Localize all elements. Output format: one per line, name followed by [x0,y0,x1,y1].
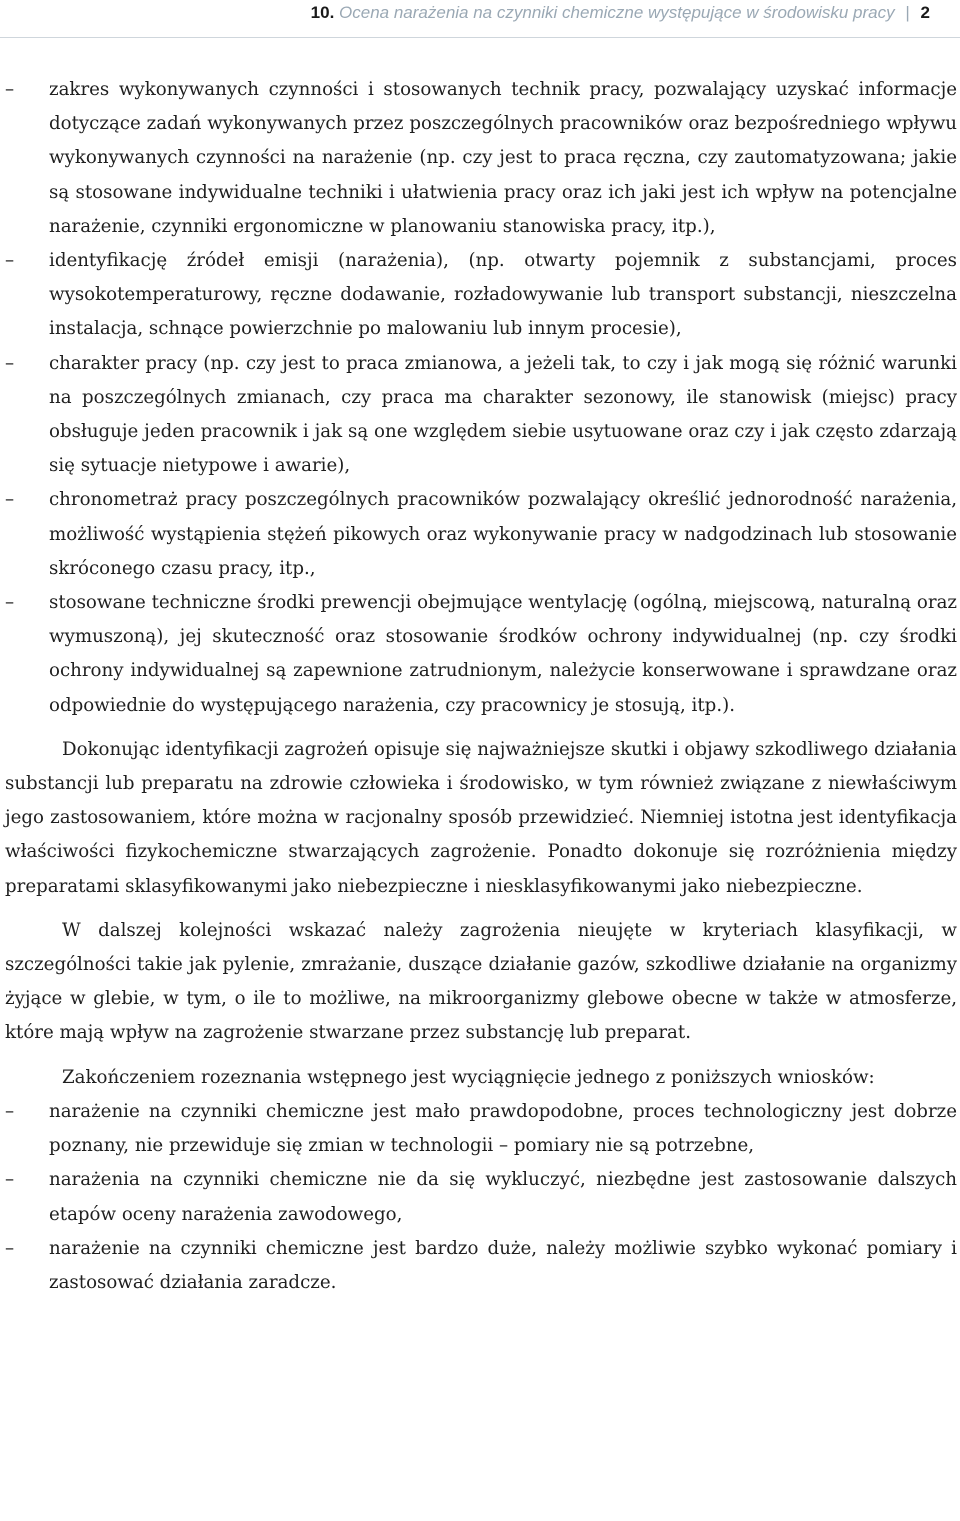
list-item-text: identyfikację źródeł emisji (narażenia), (np. otwarty pojemnik z substancjami, proces wysokotemperaturowy, ręczne dodawanie, rozładowywanie lub transport substancji, nieszczelna instalacja, schnące powierzchnie po malowaniu lub innym procesie), [49,250,957,340]
list-item-text: stosowane techniczne środki prewencji obejmujące wentylację (ogólną, miejscową, naturalną oraz wymuszoną), jej skuteczność oraz stosowanie środków ochrony indywidualnej (np. czy środki ochrony indywidualnej są zapewnione zatrudnionym, należycie konserwowane i sprawdzane oraz odpowiednie do występującego narażenia, czy pracownicy je stosują, itp.). [49,592,957,716]
dash-bullet: – [5,489,15,511]
running-header [0,0,960,38]
bullet-list-top [5,73,957,723]
paragraph: Dokonując identyfikacji zagrożeń opisuje się najważniejsze skutki i objawy szkodliwego działania substancji lub preparatu na zdrowie człowieka i środowisko, w tym również związane z niewłaściwym jego zastosowaniem, które można w racjonalny sposób przewidzieć. Niemniej istotna jest identyfikacja właściwości fizykochemiczne stwarzających zagrożenie. Ponadto dokonuje się rozróżnienia między preparatami sklasyfikowanymi jako niebezpieczne i niesklasyfikowanymi jako niebezpieczne. [5,738,957,897]
body-text [5,73,957,1300]
dash-bullet: – [5,1237,15,1259]
dash-bullet: – [5,1169,15,1191]
header-text [311,0,930,26]
bullet-list-bottom [5,1095,957,1300]
list-item-text: chronometraż pracy poszczególnych pracowników pozwalający określić jednorodność narażenia, możliwość wystąpienia stężeń pikowych oraz wykonywanie pracy w nadgodzinach lub stosowanie skróconego czasu pracy, itp., [49,489,957,579]
header-rule [0,37,960,38]
dash-bullet: – [5,352,15,374]
dash-bullet: – [5,79,15,100]
dash-bullet: – [5,250,15,272]
paragraph: Zakończeniem rozeznania wstępnego jest wyciągnięcie jednego z poniższych wniosków: [62,1066,875,1088]
list-item-text: narażenie na czynniki chemiczne jest bardzo duże, należy możliwie szybko wykonać pomiary i zastosować działania zaradcze. [49,1237,957,1293]
list-item [5,244,957,347]
list-item [5,483,957,586]
list-item-text: narażenia na czynniki chemiczne nie da się wykluczyć, niezbędne jest zastosowanie dalszych etapów oceny narażenia zawodowego, [49,1169,957,1225]
list-item [5,1163,957,1231]
page-number: 2 [920,3,930,22]
dash-bullet: – [5,592,15,614]
header-separator: | [905,3,910,22]
chapter-number: 10. [310,3,335,22]
list-item [5,1232,957,1300]
list-item-text: zakres wykonywanych czynności i stosowanych technik pracy, pozwalający uzyskać informacje dotyczące zadań wykonywanych przez poszczególnych pracowników oraz bezpośredniego wpływu wykonywanych czynności na narażenie (np. czy jest to praca ręczna, czy zautomatyzowana; jakie są stosowane indywidualne techniki i ułatwienia pracy oraz ich jaki jest ich wpływ na potencjalne narażenie, czynniki ergonomiczne w planowaniu stanowiska pracy, itp.), [49,79,957,237]
list-item-text: charakter pracy (np. czy jest to praca zmianowa, a jeżeli tak, to czy i jak mogą się różnić warunki na poszczególnych zmianach, czy praca ma charakter sezonowy, ile stanowisk (miejsc) pracy obsługuje jeden pracownik i jak są one względem siebie usytuowane oraz czy i jak często zdarzają się sytuacje nietypowe i awarie), [49,352,957,477]
list-item-text: narażenie na czynniki chemiczne jest mało prawdopodobne, proces technologiczny jest dobrze poznany, nie przewiduje się zmian w technologii – pomiary nie są potrzebne, [49,1100,957,1157]
list-item [5,1095,957,1163]
list-item [5,73,957,244]
paragraph: W dalszej kolejności wskazać należy zagrożenia nieujęte w kryteriach klasyfikacji, w szczególności takie jak pylenie, zmrażanie, duszące działanie gazów, szkodliwe działanie na organizmy żyjące w glebie, w tym, o ile to możliwe, na mikroorganizmy glebowe obecne w także w atmosferze, które mają wpływ na zagrożenie stwarzane przez substancję lub preparat. [5,919,957,1044]
dash-bullet: – [5,1100,15,1122]
list-item [5,586,957,723]
chapter-title: Ocena narażenia na czynniki chemiczne występujące w środowisku pracy [339,3,895,22]
list-item [5,347,957,484]
